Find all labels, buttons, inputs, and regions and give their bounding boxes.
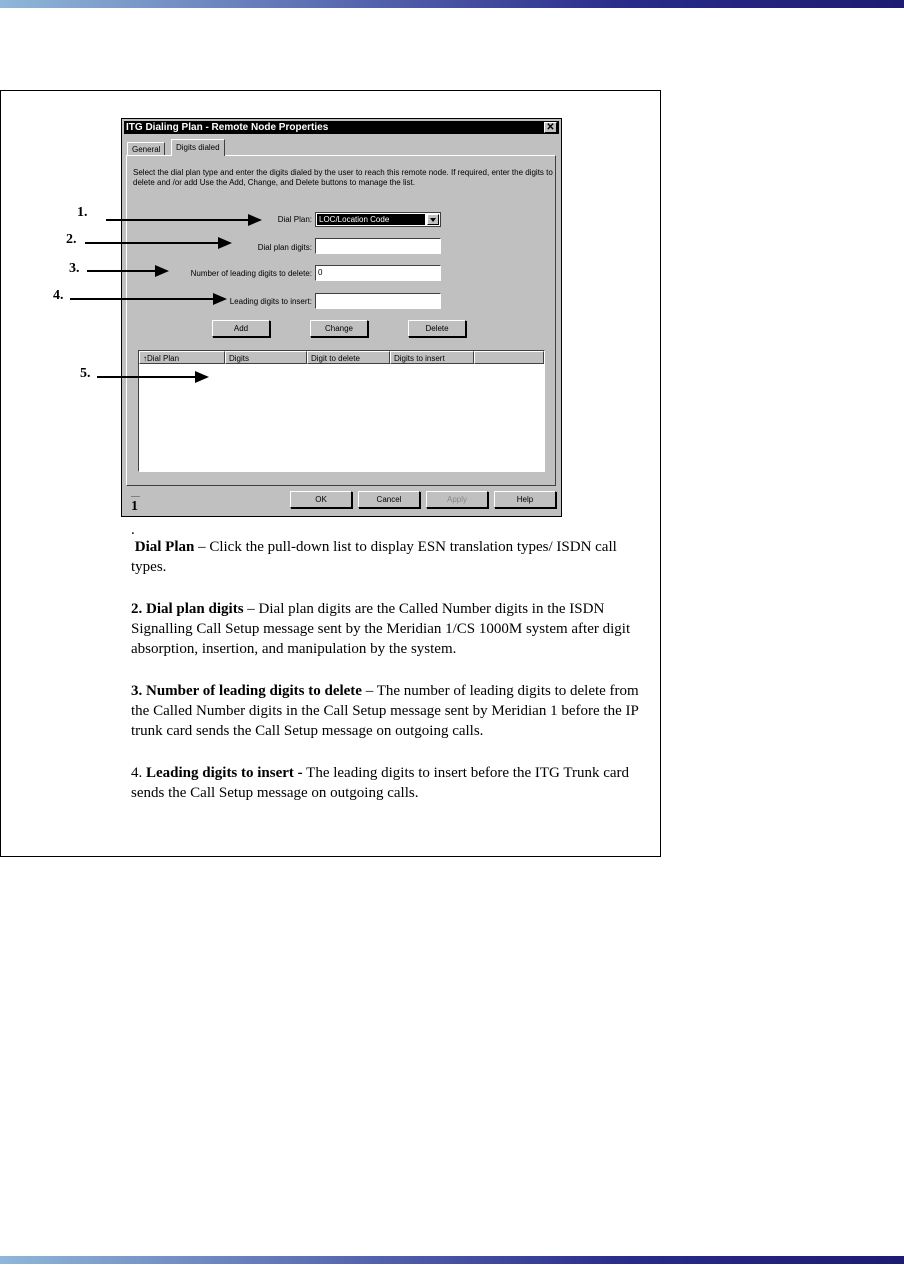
desc-3-text: – The number of leading digits to delete from the Called Number digits in the Call Setup message sent by Meridian 1 before the IP trunk card sends the Call Setup message on outgoing calls. [131,683,639,739]
add-button[interactable]: Add [212,320,270,337]
footer-band [0,1256,904,1264]
desc-4-title: Leading digits to insert - [146,765,303,781]
desc-3-title: . Number of leading digits to delete [138,683,362,699]
delete-digits-field[interactable]: 0 [315,265,441,281]
sort-arrow-icon: ↑ [143,354,147,363]
desc-4 [131,763,651,803]
column-digits-to-insert[interactable]: Digits to insert [390,351,474,364]
instructions-text: Select the dial plan type and enter the digits dialed by the user to reach this remote node. If required, enter the digits to delete and /or add Use the Add, Change, and Delete buttons to manage the list. [133,168,553,187]
dial-plan-digits-label: Dial plan digits: [257,243,312,252]
header-band [0,0,904,8]
column-dial-plan[interactable] [139,351,225,364]
desc-3 [131,681,651,741]
tab-digits-dialed[interactable]: Digits dialed [171,139,225,156]
desc-2-text: – Dial plan digits are the Called Number digits in the ISDN Signalling Call Setup message sent by the Meridian 1/CS 1000M system after digit absorption, insertion, and manipulation by the system. [131,601,631,657]
column-digits[interactable]: Digits [225,351,307,364]
dial-plan-digits-field[interactable] [315,238,441,254]
desc-3-num: 3 [131,683,139,699]
desc-4-text: The leading digits to insert before the ITG Trunk card sends the Call Setup message on outgoing calls. [131,765,630,801]
close-icon[interactable]: ✕ [544,122,557,133]
delete-button[interactable]: Delete [408,320,466,337]
column-dial-plan-label: Dial Plan [147,354,180,363]
insert-digits-label: Leading digits to insert: [229,297,312,306]
callout-4: 4. [53,288,64,303]
desc-1-title: Dial Plan [134,539,195,555]
delete-digits-label: Number of leading digits to delete: [190,269,312,278]
desc-1-marker: . [131,522,135,538]
callout-1: 1. [77,205,88,220]
desc-2 [131,599,651,659]
desc-1-text: – Click the pull-down list to display ESN translation types/ ISDN call types. [131,539,617,575]
apply-button[interactable]: Apply [426,491,488,508]
description-block [131,522,651,825]
dial-plan-select[interactable] [315,212,441,227]
dial-plan-list[interactable] [138,350,545,472]
dial-plan-label: Dial Plan: [277,215,312,224]
arrow-2-icon [85,242,230,244]
desc-2-num: 2 [131,601,139,617]
desc-1 [131,537,651,577]
desc-4-num: 4. [131,765,146,781]
arrow-4-icon [70,298,225,300]
arrow-5-icon [97,376,207,378]
change-button[interactable]: Change [310,320,368,337]
status-marker: 1 [131,499,138,514]
column-digit-to-delete[interactable]: Digit to delete [307,351,390,364]
cancel-button[interactable]: Cancel [358,491,420,508]
chevron-down-icon[interactable] [427,214,439,225]
callout-5: 5. [80,366,91,381]
tab-general[interactable]: General [127,142,165,155]
dialog-title: ITG Dialing Plan - Remote Node Properties [126,122,329,133]
column-empty [474,351,544,364]
desc-2-title: . Dial plan digits [138,601,244,617]
title-bar [124,121,559,134]
callout-2: 2. [66,232,77,247]
arrow-1-icon [106,219,260,221]
dialog-window [121,118,562,517]
callout-3: 3. [69,261,80,276]
help-button[interactable]: Help [494,491,556,508]
arrow-3-icon [87,270,167,272]
ok-button[interactable]: OK [290,491,352,508]
dial-plan-value: LOC/Location Code [317,214,425,225]
insert-digits-field[interactable] [315,293,441,309]
status-divider [131,496,140,497]
